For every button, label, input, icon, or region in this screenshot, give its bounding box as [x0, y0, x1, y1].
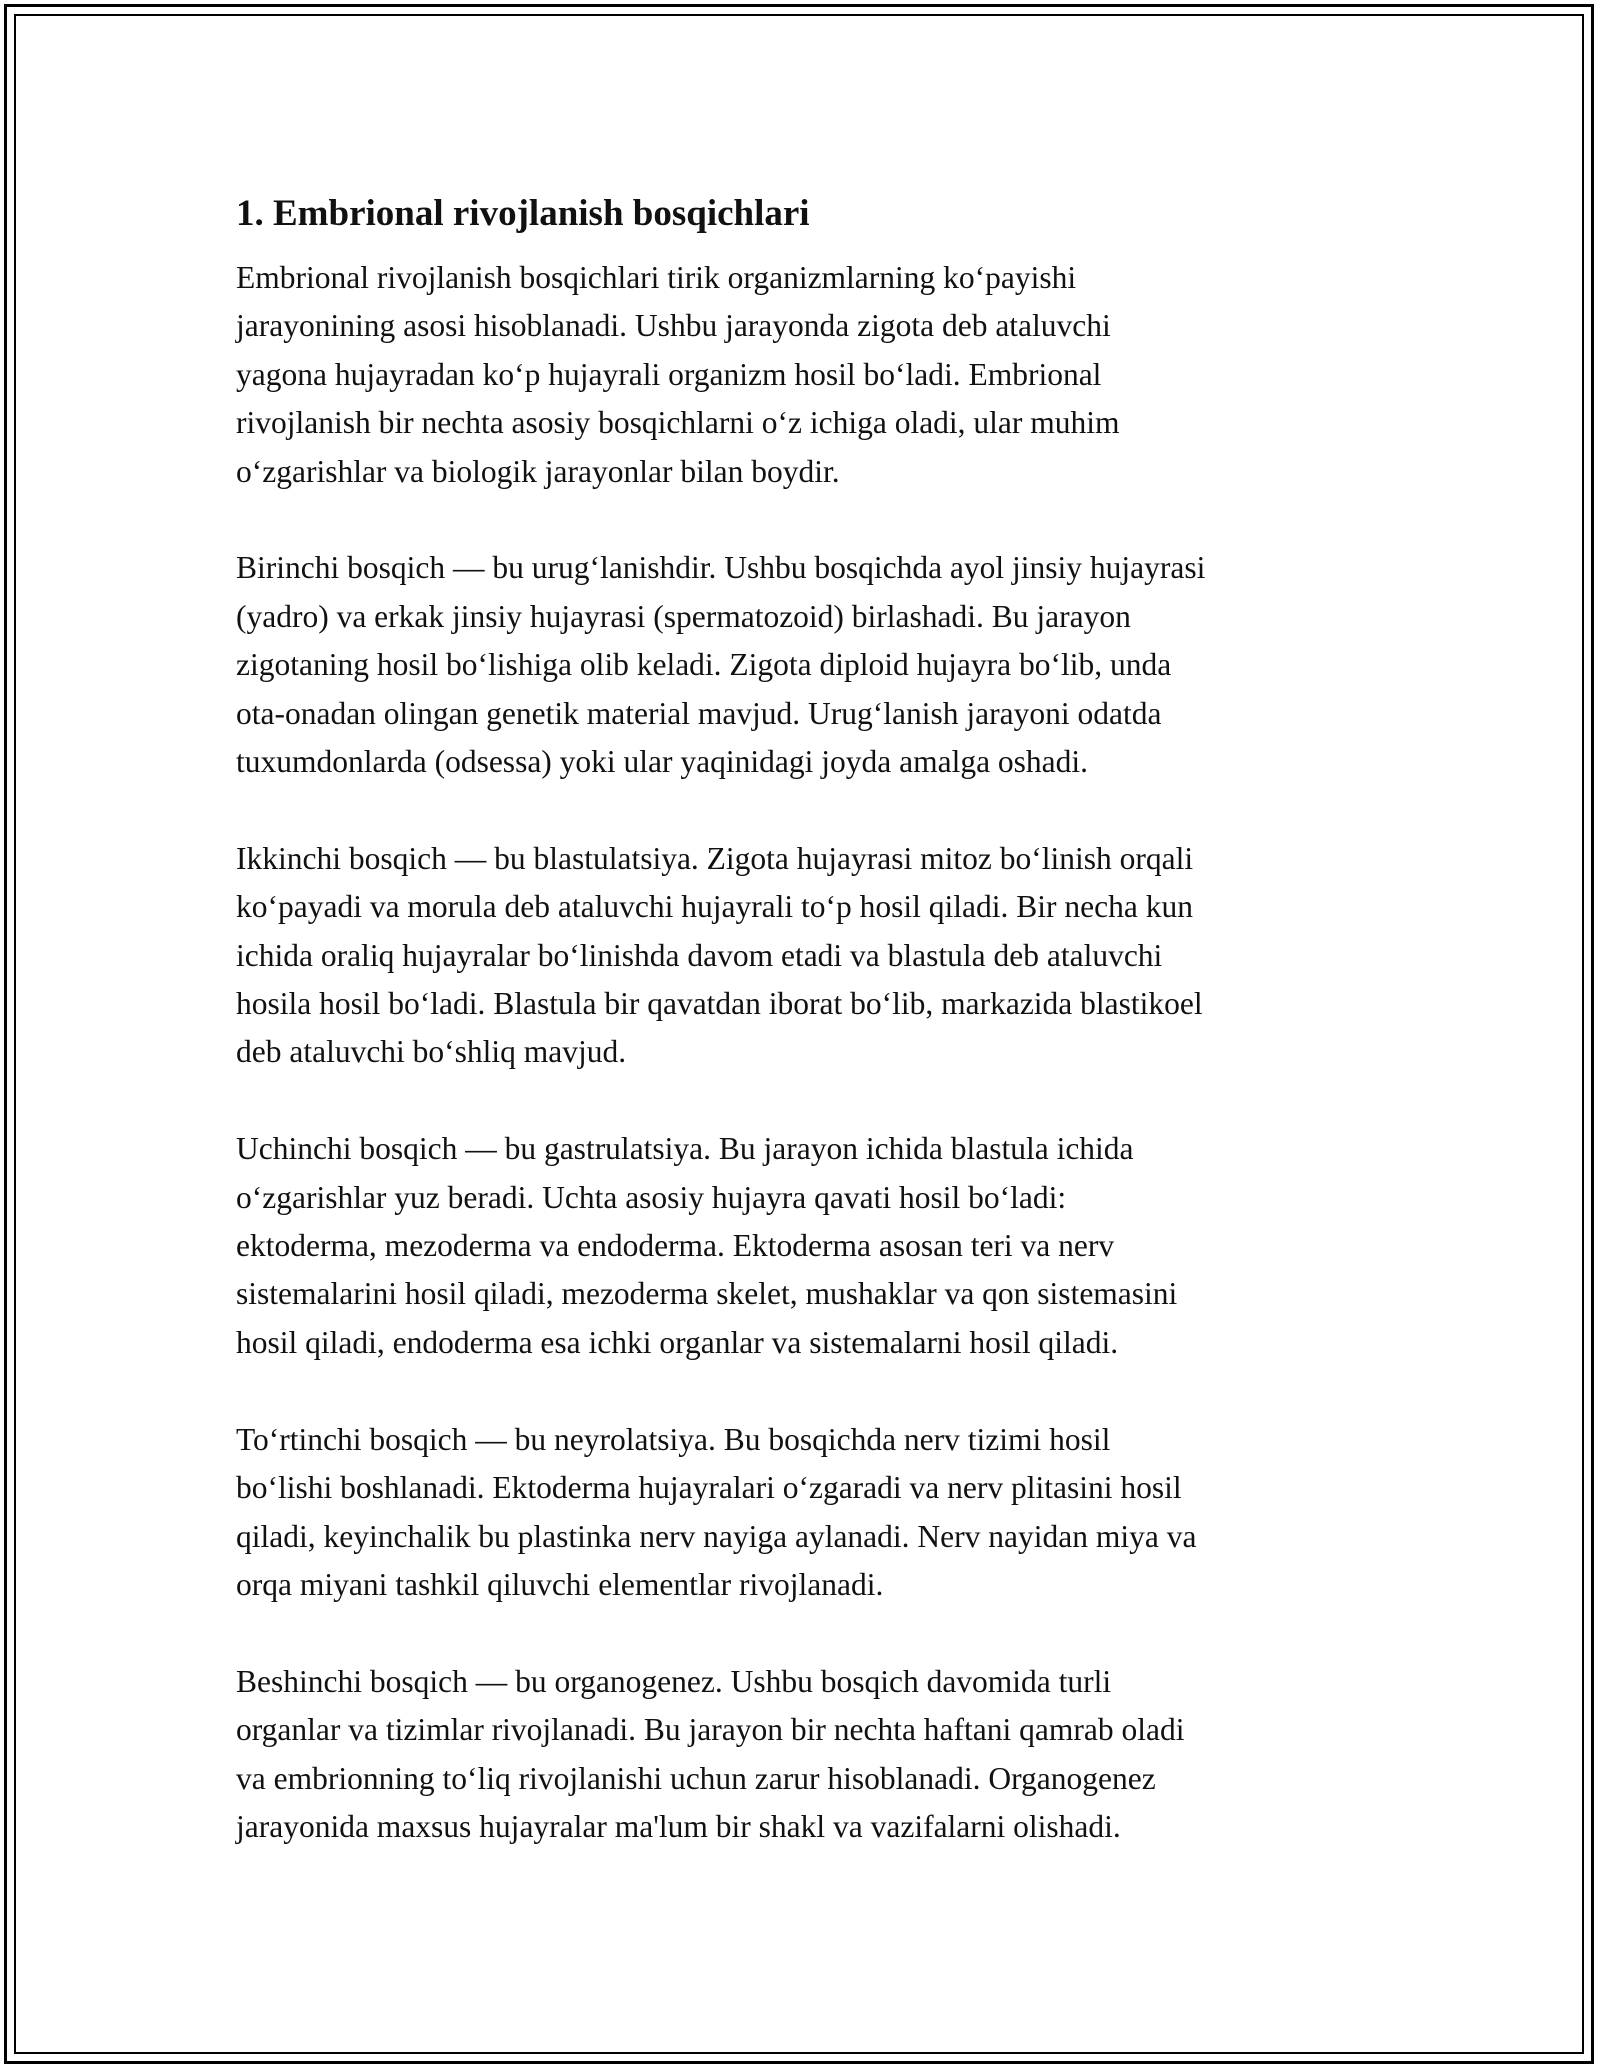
paragraph-line: (yadro) va erkak jinsiy hujayrasi (spermatozoid) birlashadi. Bu jarayon — [236, 598, 1131, 634]
paragraph-line: sistemalarini hosil qiladi, mezoderma skelet, mushaklar va qon sistemasini — [236, 1276, 1178, 1312]
paragraph-line: Embrional rivojlanish bosqichlari tirik organizmlarning ko‘payishi — [236, 260, 1077, 295]
paragraph-line: va embrionning to‘liq rivojlanishi uchun zarur hisoblanadi. Organogenez — [236, 1760, 1156, 1796]
paragraph-line: ota-onadan olingan genetik material mavjud. Urug‘lanish jarayoni odatda — [236, 695, 1162, 731]
paragraph-line: Uchinchi bosqich — bu gastrulatsiya. Bu jarayon ichida blastula ichida — [236, 1131, 1134, 1167]
paragraph-stage-1 — [236, 544, 1376, 786]
paragraph-stage-3 — [236, 1125, 1376, 1367]
paragraph-line: qiladi, keyinchalik bu plastinka nerv nayiga aylanadi. Nerv nayidan miya va — [236, 1518, 1197, 1554]
paragraph-line: bo‘lishi boshlanadi. Ektoderma hujayralari o‘zgaradi va nerv plitasini hosil — [236, 1470, 1182, 1506]
paragraph-line: Beshinchi bosqich — bu organogenez. Ushbu bosqich davomida turli — [236, 1663, 1112, 1699]
paragraph-stage-4 — [236, 1416, 1376, 1610]
paragraph-line: To‘rtinchi bosqich — bu neyrolatsiya. Bu bosqichda nerv tizimi hosil — [236, 1421, 1111, 1457]
paragraph-line: Ikkinchi bosqich — bu blastulatsiya. Zigota hujayrasi mitoz bo‘linish orqali — [236, 840, 1194, 876]
paragraph-line: tuxumdonlarda (odsessa) yoki ular yaqinidagi joyda amalga oshadi. — [236, 744, 1089, 780]
paragraph-line: hosil qiladi, endoderma esa ichki organlar va sistemalarni hosil qiladi. — [236, 1324, 1119, 1360]
paragraph-line: ichida oraliq hujayralar bo‘linishda davom etadi va blastula deb ataluvchi — [236, 937, 1163, 973]
paragraph-line: yagona hujayradan ko‘p hujayrali organizm hosil bo‘ladi. Embrional — [236, 356, 1102, 392]
paragraph-line: jarayonining asosi hisoblanadi. Ushbu jarayonda zigota deb ataluvchi — [236, 308, 1111, 344]
paragraph-line: o‘zgarishlar yuz beradi. Uchta asosiy hujayra qavati hosil bo‘ladi: — [236, 1179, 1067, 1215]
paragraph-stage-2 — [236, 835, 1376, 1077]
paragraph-line: organlar va tizimlar rivojlanadi. Bu jarayon bir nechta haftani qamrab oladi — [236, 1712, 1185, 1748]
paragraph-stage-5 — [236, 1658, 1376, 1852]
paragraph-line: rivojlanish bir nechta asosiy bosqichlarni o‘z ichiga oladi, ular muhim — [236, 405, 1120, 441]
paragraph-line: deb ataluvchi bo‘shliq mavjud. — [236, 1034, 627, 1070]
paragraph-line: jarayonida maxsus hujayralar ma'lum bir shakl va vazifalarni olishadi. — [236, 1808, 1121, 1844]
document-body — [236, 186, 1376, 1900]
paragraph-line: orqa miyani tashkil qiluvchi elementlar rivojlanadi. — [236, 1566, 884, 1602]
paragraph-line: zigotaning hosil bo‘lishiga olib keladi. Zigota diploid hujayra bo‘lib, unda — [236, 647, 1172, 683]
paragraph-line: ko‘payadi va morula deb ataluvchi hujayrali to‘p hosil qiladi. Bir necha kun — [236, 889, 1193, 925]
paragraph-line: ektoderma, mezoderma va endoderma. Ektoderma asosan teri va nerv — [236, 1228, 1115, 1264]
paragraph-line: Birinchi bosqich — bu urug‘lanishdir. Ushbu bosqichda ayol jinsiy hujayrasi — [236, 550, 1206, 586]
section-heading: 1. Embrional rivojlanish bosqichlari — [236, 193, 810, 234]
paragraph-line: hosila hosil bo‘ladi. Blastula bir qavatdan iborat bo‘lib, markazida blastikoel — [236, 986, 1203, 1022]
paragraph-line: o‘zgarishlar va biologik jarayonlar bilan boydir. — [236, 453, 840, 489]
paragraph-intro — [236, 254, 1376, 496]
